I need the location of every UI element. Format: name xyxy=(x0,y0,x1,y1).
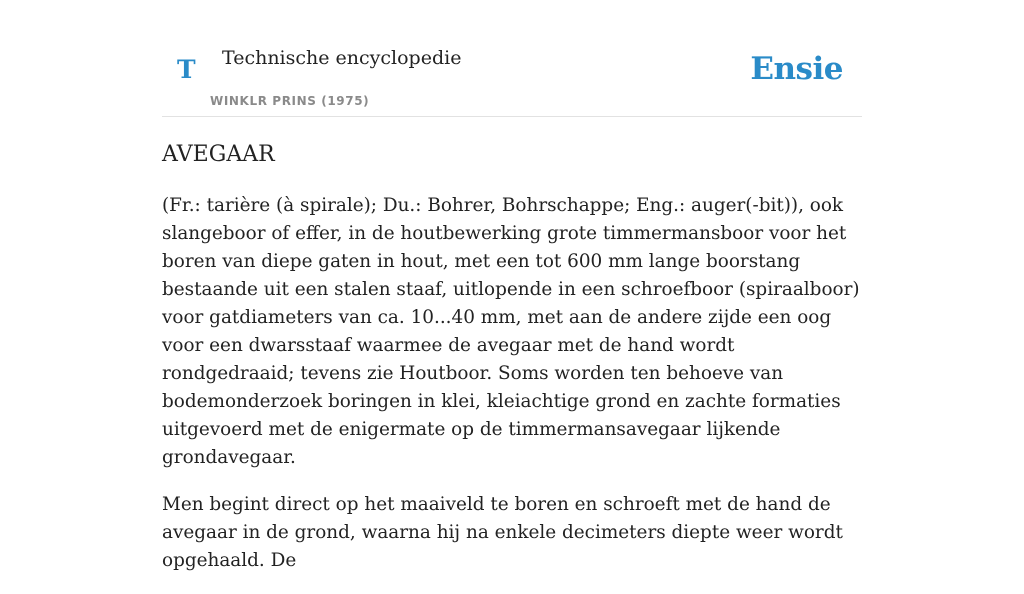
entry-body xyxy=(162,192,862,594)
entry-title: AVEGAAR xyxy=(162,142,275,167)
entry-paragraph-2: Men begint direct op het maaiveld te boren en schroeft met de hand de avegaar in de grond, waarna hij na enkele decimeters diepte weer wordt opgehaald. De xyxy=(162,494,843,571)
ensie-logo-link[interactable]: Ensie xyxy=(750,51,843,87)
entry-paragraph-1: (Fr.: tarière (à spirale); Du.: Bohrer, Bohrschappe; Eng.: auger(-bit)), ook slangeboor of effer, in de houtbewerking grote timmermansboor voor het boren van diepe gaten in hout, met een tot 600 mm lange boorstang bestaande uit een stalen staaf, uitlopende in een schroefboor (spiraalboor) voor gatdiameters van ca. 10...40 mm, met aan de andere zijde een oog voor een dwarsstaaf waarmee de avegaar met de hand wordt rondgedraaid; tevens zie Houtboor. Soms worden ten behoeve van bodemonderzoek boringen in klei, kleiachtige grond en zachte formaties uitgevoerd met de enigermate op de timmermansavegaar lijkende grondavegaar. xyxy=(162,195,860,468)
book-title-link[interactable]: Technische encyclopedie xyxy=(222,47,462,69)
book-logo-letter[interactable]: T xyxy=(177,55,196,84)
book-header xyxy=(162,0,862,117)
book-subtitle: WINKLR PRINS (1975) xyxy=(210,94,370,108)
